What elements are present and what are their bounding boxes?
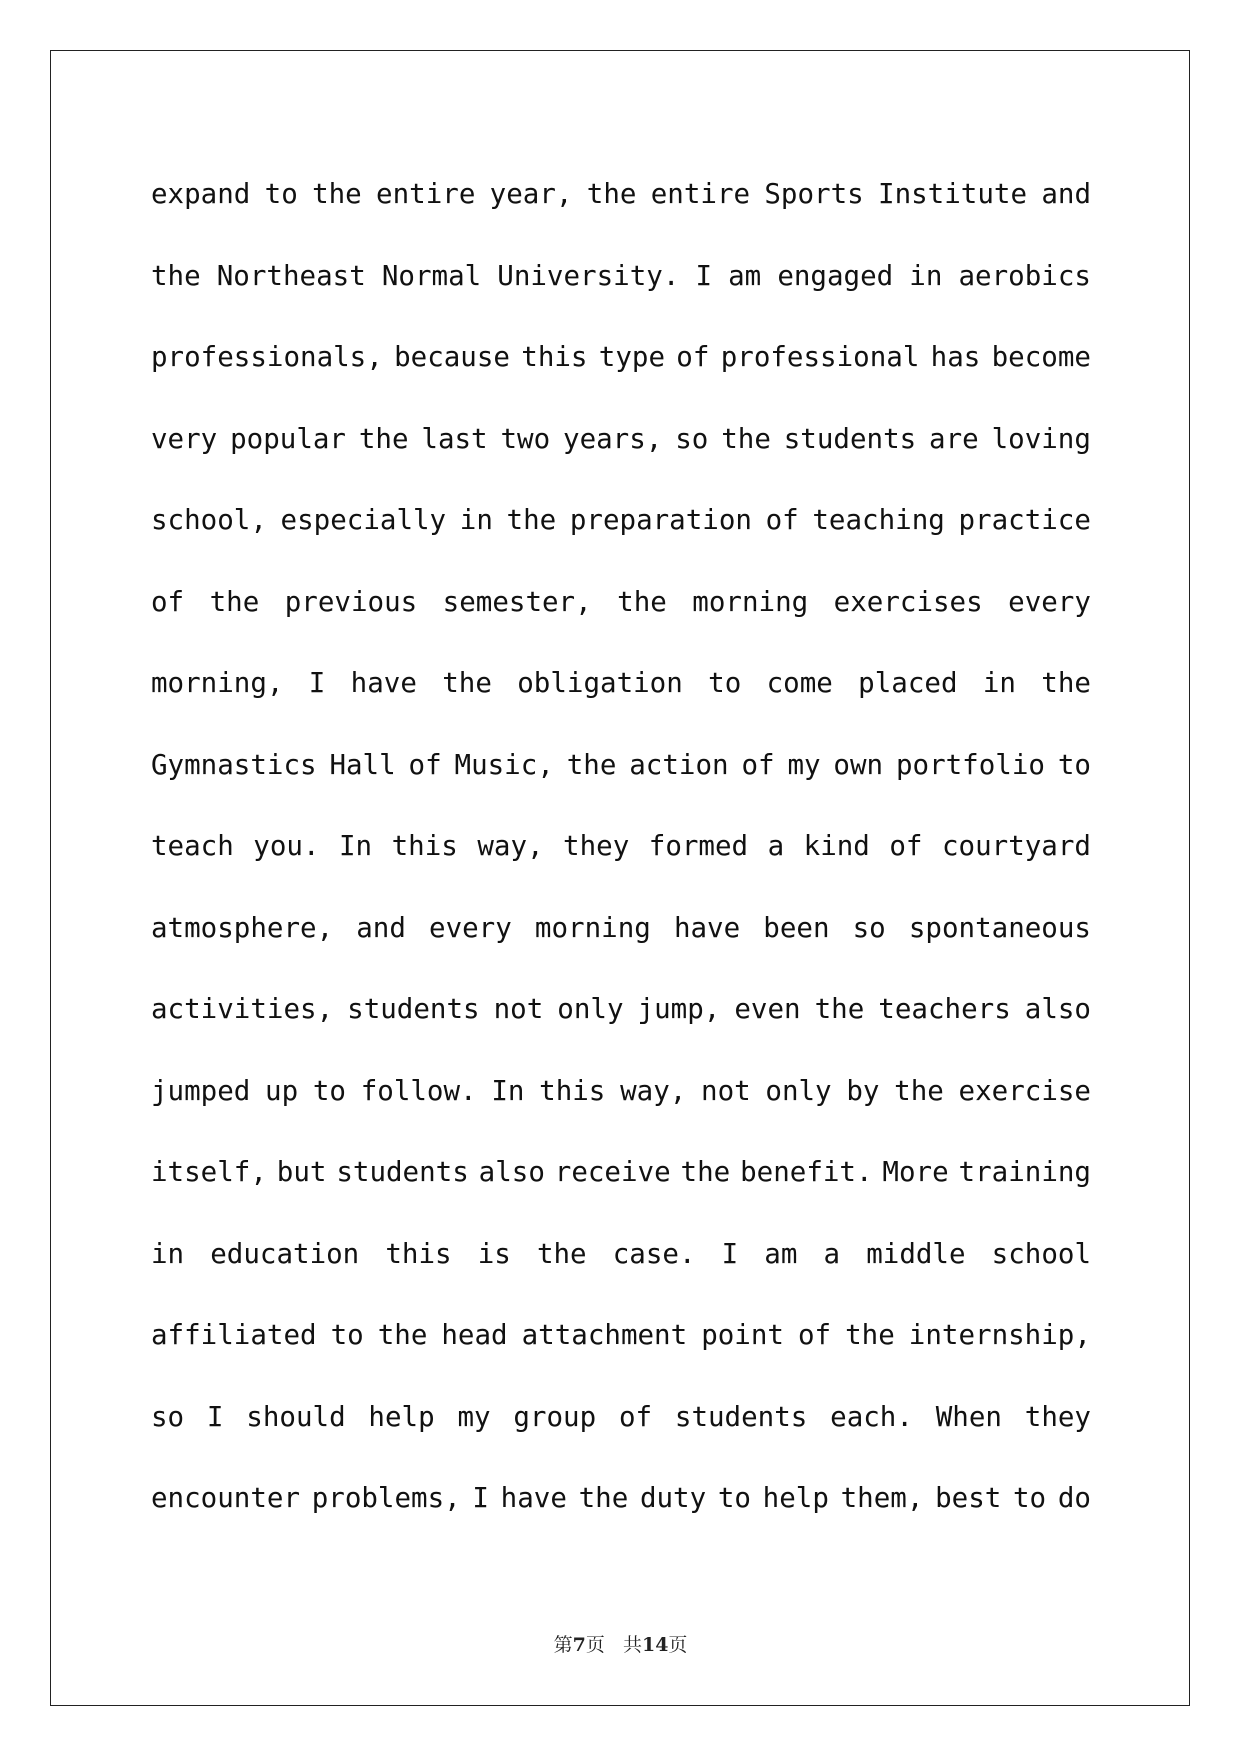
text-word: case. [612, 1237, 696, 1270]
text-word: to [708, 667, 742, 699]
text-word: obligation [517, 667, 683, 699]
text-word: affiliated [151, 1319, 317, 1351]
text-word: problems, [311, 1482, 461, 1514]
text-word: in [459, 504, 493, 536]
text-word: Hall [329, 748, 396, 781]
text-word: encounter [151, 1482, 301, 1514]
text-word: exercise [958, 1074, 1091, 1107]
text-line [151, 892, 1091, 974]
text-word: students [336, 1156, 469, 1188]
text-word: to [1013, 1482, 1047, 1514]
text-word: action [629, 748, 729, 781]
text-word: come [766, 667, 833, 699]
text-word: of [797, 1319, 832, 1351]
text-word: the [209, 585, 260, 618]
text-line [151, 158, 1091, 240]
text-word: is [477, 1237, 511, 1270]
text-word: preparation [569, 504, 752, 536]
text-word: head [441, 1319, 508, 1351]
text-word: this [391, 830, 458, 862]
text-word: follow. [360, 1074, 477, 1107]
text-word: last [421, 422, 488, 455]
text-word: popular [230, 422, 346, 455]
text-word: also [1024, 993, 1091, 1025]
text-word: Institute [878, 178, 1028, 210]
text-line [151, 403, 1091, 485]
text-word: you. [253, 830, 320, 862]
text-word: the [845, 1319, 895, 1351]
page-prefix: 第 [553, 1634, 573, 1656]
text-word: to [312, 1074, 346, 1107]
text-word: school, [151, 504, 267, 536]
text-line [151, 1462, 1091, 1544]
text-word: the [721, 422, 771, 455]
text-line [151, 1218, 1091, 1300]
text-word: each. [830, 1400, 913, 1433]
text-word: of [408, 748, 442, 781]
text-word: I [308, 667, 326, 699]
text-word: only [557, 993, 624, 1025]
text-word: am [764, 1237, 798, 1270]
text-word: kind [803, 830, 870, 862]
text-word: even [734, 993, 801, 1025]
text-word: to [330, 1319, 364, 1351]
text-word: in [909, 259, 943, 292]
text-word: my [787, 748, 821, 781]
text-word: In [339, 830, 373, 862]
text-word: formed [648, 830, 749, 862]
text-word: in [151, 1237, 185, 1270]
text-word: morning, [151, 667, 284, 699]
text-word: to [717, 1482, 751, 1514]
text-word: also [478, 1156, 545, 1188]
text-word: but [276, 1156, 327, 1188]
text-word: attachment [521, 1319, 688, 1351]
text-word: they [563, 830, 630, 862]
text-word: loving [991, 422, 1091, 455]
text-word: previous [284, 585, 418, 618]
text-word: students [783, 422, 917, 455]
text-word: spontaneous [908, 911, 1091, 944]
text-line [151, 810, 1091, 892]
text-word: up [265, 1074, 299, 1107]
text-word: should [246, 1400, 346, 1433]
text-word: the [894, 1074, 944, 1107]
text-word: two [500, 422, 551, 455]
text-line [151, 1299, 1091, 1381]
text-word: morning [534, 911, 651, 944]
text-word: has [930, 341, 981, 373]
text-word: the [578, 1482, 629, 1514]
total-prefix: 共 [622, 1634, 642, 1656]
text-word: atmosphere, [151, 911, 334, 944]
text-word: benefit. [740, 1156, 873, 1188]
text-word: they [1024, 1400, 1091, 1433]
text-word: this [539, 1074, 606, 1107]
text-word: every [1008, 585, 1091, 618]
text-word: am [728, 259, 762, 292]
text-word: internship, [908, 1319, 1091, 1351]
text-word: school [991, 1237, 1091, 1270]
text-word: the [506, 504, 557, 536]
total-suffix: 页 [668, 1634, 688, 1656]
text-word: entire [650, 178, 751, 210]
text-word: by [846, 1074, 880, 1107]
text-word: duty [639, 1482, 707, 1514]
text-word: and [356, 911, 406, 944]
text-word: have [500, 1482, 567, 1514]
text-word: help [762, 1482, 829, 1514]
text-word: years, [563, 422, 663, 455]
text-word: activities, [151, 993, 334, 1025]
text-word: are [929, 422, 979, 455]
text-word: of [741, 748, 775, 781]
current-page-number: 7 [572, 1634, 586, 1656]
text-word: morning [692, 585, 809, 618]
text-word: point [701, 1319, 784, 1351]
text-word: I [472, 1482, 489, 1514]
text-word: own [833, 748, 884, 781]
text-word: More [882, 1156, 949, 1188]
text-word: In [491, 1074, 525, 1107]
text-word: professional [720, 341, 920, 373]
text-word: University. [497, 259, 680, 292]
text-word: professionals, [151, 341, 383, 373]
text-word: help [368, 1400, 435, 1433]
text-word: Northeast [216, 259, 366, 292]
text-word: itself, [151, 1156, 267, 1188]
text-word: the [814, 993, 865, 1025]
document-body [151, 158, 1091, 1544]
text-word: type [598, 341, 666, 373]
total-page-count: 14 [641, 1634, 669, 1656]
text-word: of [765, 504, 799, 536]
text-line [151, 321, 1091, 403]
text-word: expand [151, 178, 251, 210]
text-word: I [695, 259, 713, 292]
text-word: the [1041, 667, 1091, 699]
text-word: students [674, 1400, 808, 1433]
text-word: semester, [442, 585, 592, 618]
text-word: education [210, 1237, 360, 1270]
text-word: especially [280, 504, 447, 536]
text-word: jumped [151, 1074, 251, 1107]
text-word: so [852, 911, 886, 944]
text-word: exercises [833, 585, 983, 618]
text-word: not [493, 993, 544, 1025]
text-line [151, 729, 1091, 811]
text-word: so [675, 422, 709, 455]
text-word: portfolio [895, 748, 1045, 781]
text-word: of [151, 585, 185, 618]
text-word: group [513, 1400, 597, 1433]
text-word: so [151, 1400, 185, 1433]
text-word: of [676, 341, 710, 373]
text-word: a [823, 1237, 841, 1270]
text-line [151, 1381, 1091, 1463]
text-word: middle [866, 1237, 966, 1270]
text-word: the [536, 1237, 587, 1270]
text-word: the [617, 585, 667, 618]
text-word: practice [958, 504, 1091, 536]
text-word: very [151, 422, 218, 455]
text-word: teachers [878, 993, 1011, 1025]
text-word: them, [840, 1482, 924, 1514]
text-word: When [935, 1400, 1002, 1433]
text-word: jump, [637, 993, 721, 1025]
text-word: of [889, 830, 923, 862]
text-word: training [958, 1156, 1091, 1188]
text-line [151, 240, 1091, 322]
page-suffix: 页 [585, 1634, 605, 1656]
text-word: to [1057, 748, 1091, 781]
text-word: Normal [381, 259, 482, 292]
text-line [151, 973, 1091, 1055]
text-line [151, 1136, 1091, 1218]
text-word: year, [489, 178, 573, 210]
text-word: way, [477, 830, 544, 862]
text-word: because [394, 341, 510, 373]
text-word: Gymnastics [151, 748, 317, 781]
text-line [151, 566, 1091, 648]
text-word: the [151, 259, 201, 292]
text-word: been [763, 911, 830, 944]
text-word: a [767, 830, 785, 862]
text-word: entire [376, 178, 476, 210]
text-line [151, 484, 1091, 566]
text-word: engaged [777, 259, 894, 292]
text-line [151, 647, 1091, 729]
text-word: every [429, 911, 512, 944]
text-word: the [377, 1319, 428, 1351]
text-word: I [206, 1400, 224, 1433]
text-word: the [312, 178, 362, 210]
text-word: the [358, 422, 409, 455]
text-word: not [701, 1074, 751, 1107]
text-word: this [521, 341, 588, 373]
text-word: the [566, 748, 617, 781]
text-word: the [586, 178, 637, 210]
text-word: only [765, 1074, 832, 1107]
text-word: courtyard [941, 830, 1091, 862]
text-word: I [721, 1237, 739, 1270]
text-word: my [457, 1400, 491, 1433]
text-word: teach [151, 830, 234, 862]
text-word: the [680, 1156, 731, 1188]
text-line [151, 1055, 1091, 1137]
page-number-footer [0, 1630, 1241, 1657]
text-word: this [385, 1237, 452, 1270]
text-word: the [442, 667, 492, 699]
text-word: become [991, 341, 1091, 373]
text-word: and [1041, 178, 1091, 210]
text-word: receive [554, 1156, 671, 1188]
text-word: teaching [812, 504, 945, 536]
text-word: aerobics [958, 259, 1091, 292]
text-word: placed [858, 667, 958, 699]
text-word: in [982, 667, 1016, 699]
text-word: students [347, 993, 480, 1025]
text-word: do [1057, 1482, 1091, 1514]
text-word: have [673, 911, 741, 944]
text-word: best [935, 1482, 1002, 1514]
text-word: Music, [454, 748, 554, 781]
text-word: Sports [764, 178, 864, 210]
text-word: of [618, 1400, 653, 1433]
text-word: way, [620, 1074, 687, 1107]
text-word: to [264, 178, 298, 210]
text-word: have [350, 667, 417, 699]
